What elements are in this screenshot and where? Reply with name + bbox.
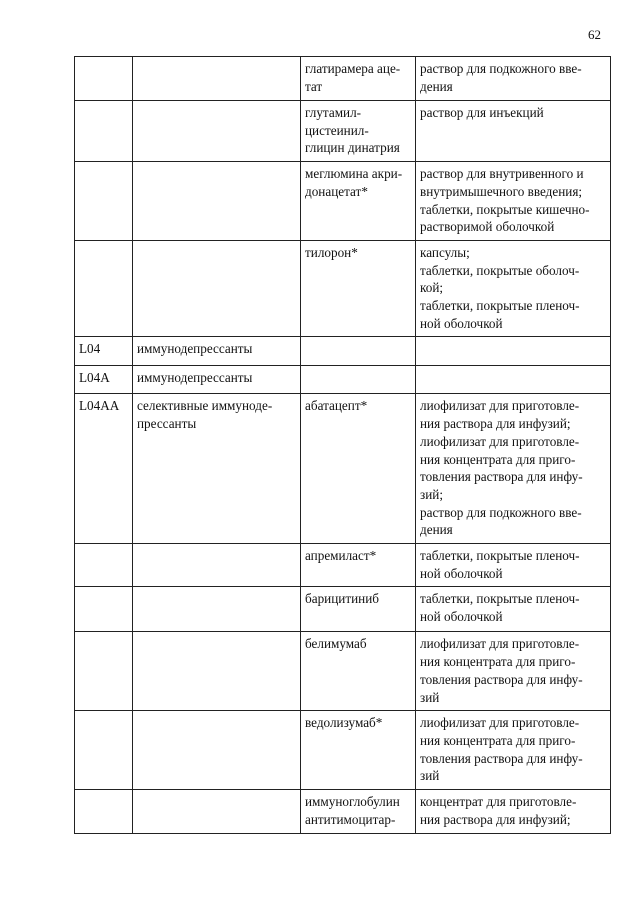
dosage-form-cell — [416, 711, 611, 790]
group-name-text: иммунодепрессанты — [137, 341, 253, 357]
drug-name-text: ведолизумаб* — [305, 715, 383, 731]
atc-code-cell — [75, 366, 133, 394]
group-name-cell — [133, 394, 301, 544]
dosage-form-text: таблетки, покрытые пленоч- ной оболочкой — [420, 591, 580, 625]
drug-name-text: белимумаб — [305, 636, 367, 652]
drug-name-cell — [301, 711, 416, 790]
drug-name-text: глатирамера аце- тат — [305, 61, 401, 94]
drug-name-cell — [301, 57, 416, 101]
group-name-cell — [133, 162, 301, 241]
drug-name-text: апремиласт* — [305, 548, 377, 564]
dosage-form-text: лиофилизат для приготовле- ния раствора для инфузий; лиофилизат для приготовле- ния концентрата для приго- товления раствора для инфу- зий; раствор для подкожного вве- дения — [420, 398, 583, 538]
dosage-form-cell — [416, 632, 611, 711]
table-row — [75, 101, 611, 162]
group-name-cell — [133, 587, 301, 632]
atc-code-text: L04 — [79, 341, 101, 357]
table-row — [75, 544, 611, 587]
dosage-form-cell — [416, 162, 611, 241]
dosage-form-text: концентрат для приготовле- ния раствора для инфузий; — [420, 794, 577, 827]
group-name-cell — [133, 101, 301, 162]
dosage-form-text: лиофилизат для приготовле- ния концентрата для приго- товления раствора для инфу- зий — [420, 715, 583, 784]
atc-code-cell — [75, 544, 133, 587]
atc-code-cell — [75, 162, 133, 241]
group-name-cell — [133, 57, 301, 101]
group-name-cell — [133, 337, 301, 366]
table-row — [75, 632, 611, 711]
table-row — [75, 587, 611, 632]
drug-name-cell — [301, 394, 416, 544]
table-row — [75, 790, 611, 834]
drug-name-text: меглюмина акри- донацетат* — [305, 166, 403, 199]
drug-name-cell — [301, 587, 416, 632]
atc-code-cell — [75, 240, 133, 337]
drug-name-cell — [301, 162, 416, 241]
table-row — [75, 366, 611, 394]
atc-code-cell — [75, 337, 133, 366]
dosage-form-cell — [416, 790, 611, 834]
dosage-form-cell — [416, 366, 611, 394]
drug-name-text: барицитиниб — [305, 591, 379, 607]
dosage-form-text: раствор для инъекций — [420, 105, 544, 120]
drug-classification-table — [74, 56, 611, 834]
group-name-cell — [133, 544, 301, 587]
table-row — [75, 57, 611, 101]
drug-name-cell — [301, 337, 416, 366]
dosage-form-cell — [416, 57, 611, 101]
drug-name-cell — [301, 101, 416, 162]
atc-code-text: L04A — [79, 370, 110, 386]
table-row — [75, 394, 611, 544]
drug-name-cell — [301, 240, 416, 337]
drug-name-text: тилорон* — [305, 244, 358, 260]
table-row — [75, 162, 611, 241]
drug-name-cell — [301, 366, 416, 394]
drug-name-text: абатацепт* — [305, 398, 368, 414]
group-name-cell — [133, 711, 301, 790]
dosage-form-cell — [416, 587, 611, 632]
drug-name-cell — [301, 632, 416, 711]
drug-name-cell — [301, 790, 416, 834]
dosage-form-text: капсулы; таблетки, покрытые оболоч- кой; таблетки, покрытые пленоч- ной оболочкой — [420, 244, 580, 331]
group-name-cell — [133, 366, 301, 394]
atc-code-cell — [75, 394, 133, 544]
atc-code-text: L04AA — [79, 398, 120, 414]
group-name-cell — [133, 240, 301, 337]
drug-name-text: иммуноглобулин антитимоцитар- — [305, 794, 400, 827]
dosage-form-text: раствор для внутривенного и внутримышечного введения; таблетки, покрытые кишечно- растворимой оболочкой — [420, 166, 590, 235]
group-name-cell — [133, 790, 301, 834]
atc-code-cell — [75, 632, 133, 711]
atc-code-cell — [75, 587, 133, 632]
drug-name-text: глутамил- цистеинил- глицин динатрия — [305, 105, 400, 156]
dosage-form-text: раствор для подкожного вве- дения — [420, 61, 582, 94]
group-name-cell — [133, 632, 301, 711]
atc-code-cell — [75, 790, 133, 834]
group-name-text: иммунодепрессанты — [137, 370, 253, 386]
drug-name-cell — [301, 544, 416, 587]
dosage-form-cell — [416, 240, 611, 337]
table-row — [75, 711, 611, 790]
dosage-form-cell — [416, 544, 611, 587]
dosage-form-cell — [416, 101, 611, 162]
group-name-text: селективные иммуноде- прессанты — [137, 398, 273, 432]
table-row — [75, 337, 611, 366]
atc-code-cell — [75, 101, 133, 162]
atc-code-cell — [75, 711, 133, 790]
dosage-form-text: лиофилизат для приготовле- ния концентрата для приго- товления раствора для инфу- зий — [420, 636, 583, 705]
atc-code-cell — [75, 57, 133, 101]
dosage-form-text: таблетки, покрытые пленоч- ной оболочкой — [420, 548, 580, 581]
table-row — [75, 240, 611, 337]
dosage-form-cell — [416, 394, 611, 544]
dosage-form-cell — [416, 337, 611, 366]
page-number: 62 — [588, 27, 601, 42]
